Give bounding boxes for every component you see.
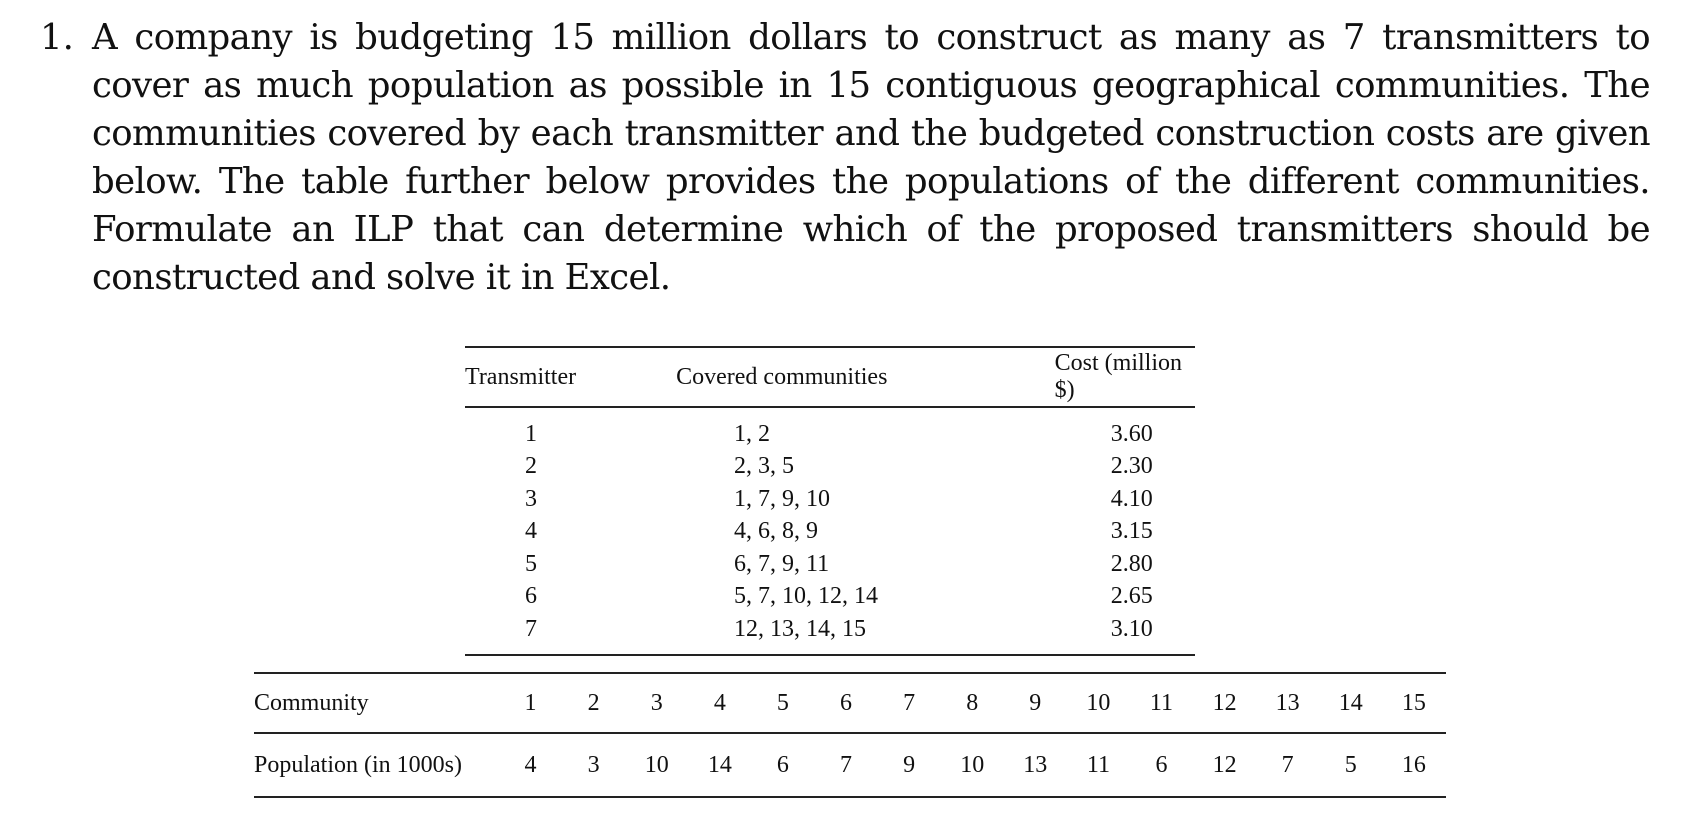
cost: 3.60 xyxy=(1110,420,1153,447)
transmitter-id: 2 xyxy=(525,453,537,480)
population-value: 5 xyxy=(1344,751,1357,778)
community-number: 11 xyxy=(1149,689,1174,716)
header-transmitter: Transmitter xyxy=(465,363,577,390)
transmitter-id: 7 xyxy=(525,615,537,642)
community-number: 3 xyxy=(650,689,663,716)
community-number: 10 xyxy=(1086,689,1111,716)
covered-communities: 2, 3, 5 xyxy=(734,453,795,480)
population-value: 16 xyxy=(1401,751,1426,778)
community-number: 4 xyxy=(713,689,726,716)
population-label: Population (in 1000s) xyxy=(254,751,462,778)
cost: 3.10 xyxy=(1110,615,1153,642)
transmitter-id: 4 xyxy=(525,518,537,545)
community-number: 14 xyxy=(1338,689,1363,716)
population-value: 10 xyxy=(644,751,669,778)
community-number: 2 xyxy=(587,689,600,716)
table-header-row xyxy=(465,348,1195,408)
problem-text: A company is budgeting 15 million dollars to construct as many as 7 transmitters to cover as much population as possible in 15 contiguous geographical communities. The communities covered by each transmitter and the budgeted construction costs are given below. The table further below provides the populations of the different communities. Formulate an ILP that can determine which of the proposed transmitters should be constructed and solve it in Excel. xyxy=(92,17,1650,298)
transmitter-id: 3 xyxy=(525,485,537,512)
covered-communities: 4, 6, 8, 9 xyxy=(734,518,819,545)
population-value: 13 xyxy=(1023,751,1048,778)
transmitter-table xyxy=(465,346,1195,656)
covered-communities: 1, 7, 9, 10 xyxy=(734,485,831,512)
covered-communities: 5, 7, 10, 12, 14 xyxy=(734,583,879,610)
community-number: 13 xyxy=(1275,689,1300,716)
header-cost: Cost (million $) xyxy=(1054,350,1183,403)
cost: 2.30 xyxy=(1110,453,1153,480)
population-table xyxy=(254,672,1446,798)
community-number: 12 xyxy=(1212,689,1237,716)
population-value: 12 xyxy=(1212,751,1237,778)
community-number: 7 xyxy=(903,689,916,716)
population-value: 14 xyxy=(707,751,732,778)
community-label: Community xyxy=(254,689,369,716)
population-value: 11 xyxy=(1086,751,1110,778)
community-row xyxy=(254,672,1446,734)
community-number: 15 xyxy=(1401,689,1426,716)
covered-communities: 12, 13, 14, 15 xyxy=(734,615,867,642)
cost: 2.80 xyxy=(1110,550,1153,577)
population-value: 7 xyxy=(1281,751,1294,778)
transmitter-id: 1 xyxy=(525,420,537,447)
table-body xyxy=(465,408,1195,656)
problem-number: 1. xyxy=(40,17,74,58)
population-value: 6 xyxy=(776,751,789,778)
community-number: 8 xyxy=(966,689,979,716)
table-row xyxy=(465,516,1195,549)
population-value: 4 xyxy=(524,751,537,778)
community-number: 6 xyxy=(840,689,853,716)
table-row xyxy=(465,581,1195,614)
population-value: 6 xyxy=(1155,751,1168,778)
covered-communities: 6, 7, 9, 11 xyxy=(734,550,830,577)
problem-statement xyxy=(40,14,1650,302)
community-number: 5 xyxy=(776,689,789,716)
cost: 3.15 xyxy=(1110,518,1153,545)
transmitter-id: 6 xyxy=(525,583,537,610)
table-row xyxy=(465,451,1195,484)
population-value: 10 xyxy=(960,751,985,778)
table-row xyxy=(465,418,1195,451)
population-value: 9 xyxy=(903,751,916,778)
community-number: 9 xyxy=(1029,689,1042,716)
header-covered-communities: Covered communities xyxy=(676,363,888,390)
population-value: 3 xyxy=(587,751,600,778)
covered-communities: 1, 2 xyxy=(734,420,771,447)
table-row xyxy=(465,613,1195,646)
table-row xyxy=(465,483,1195,516)
community-number: 1 xyxy=(524,689,537,716)
population-row xyxy=(254,734,1446,798)
table-row xyxy=(465,548,1195,581)
cost: 4.10 xyxy=(1110,485,1153,512)
transmitter-id: 5 xyxy=(525,550,537,577)
cost: 2.65 xyxy=(1110,583,1153,610)
population-value: 7 xyxy=(840,751,853,778)
